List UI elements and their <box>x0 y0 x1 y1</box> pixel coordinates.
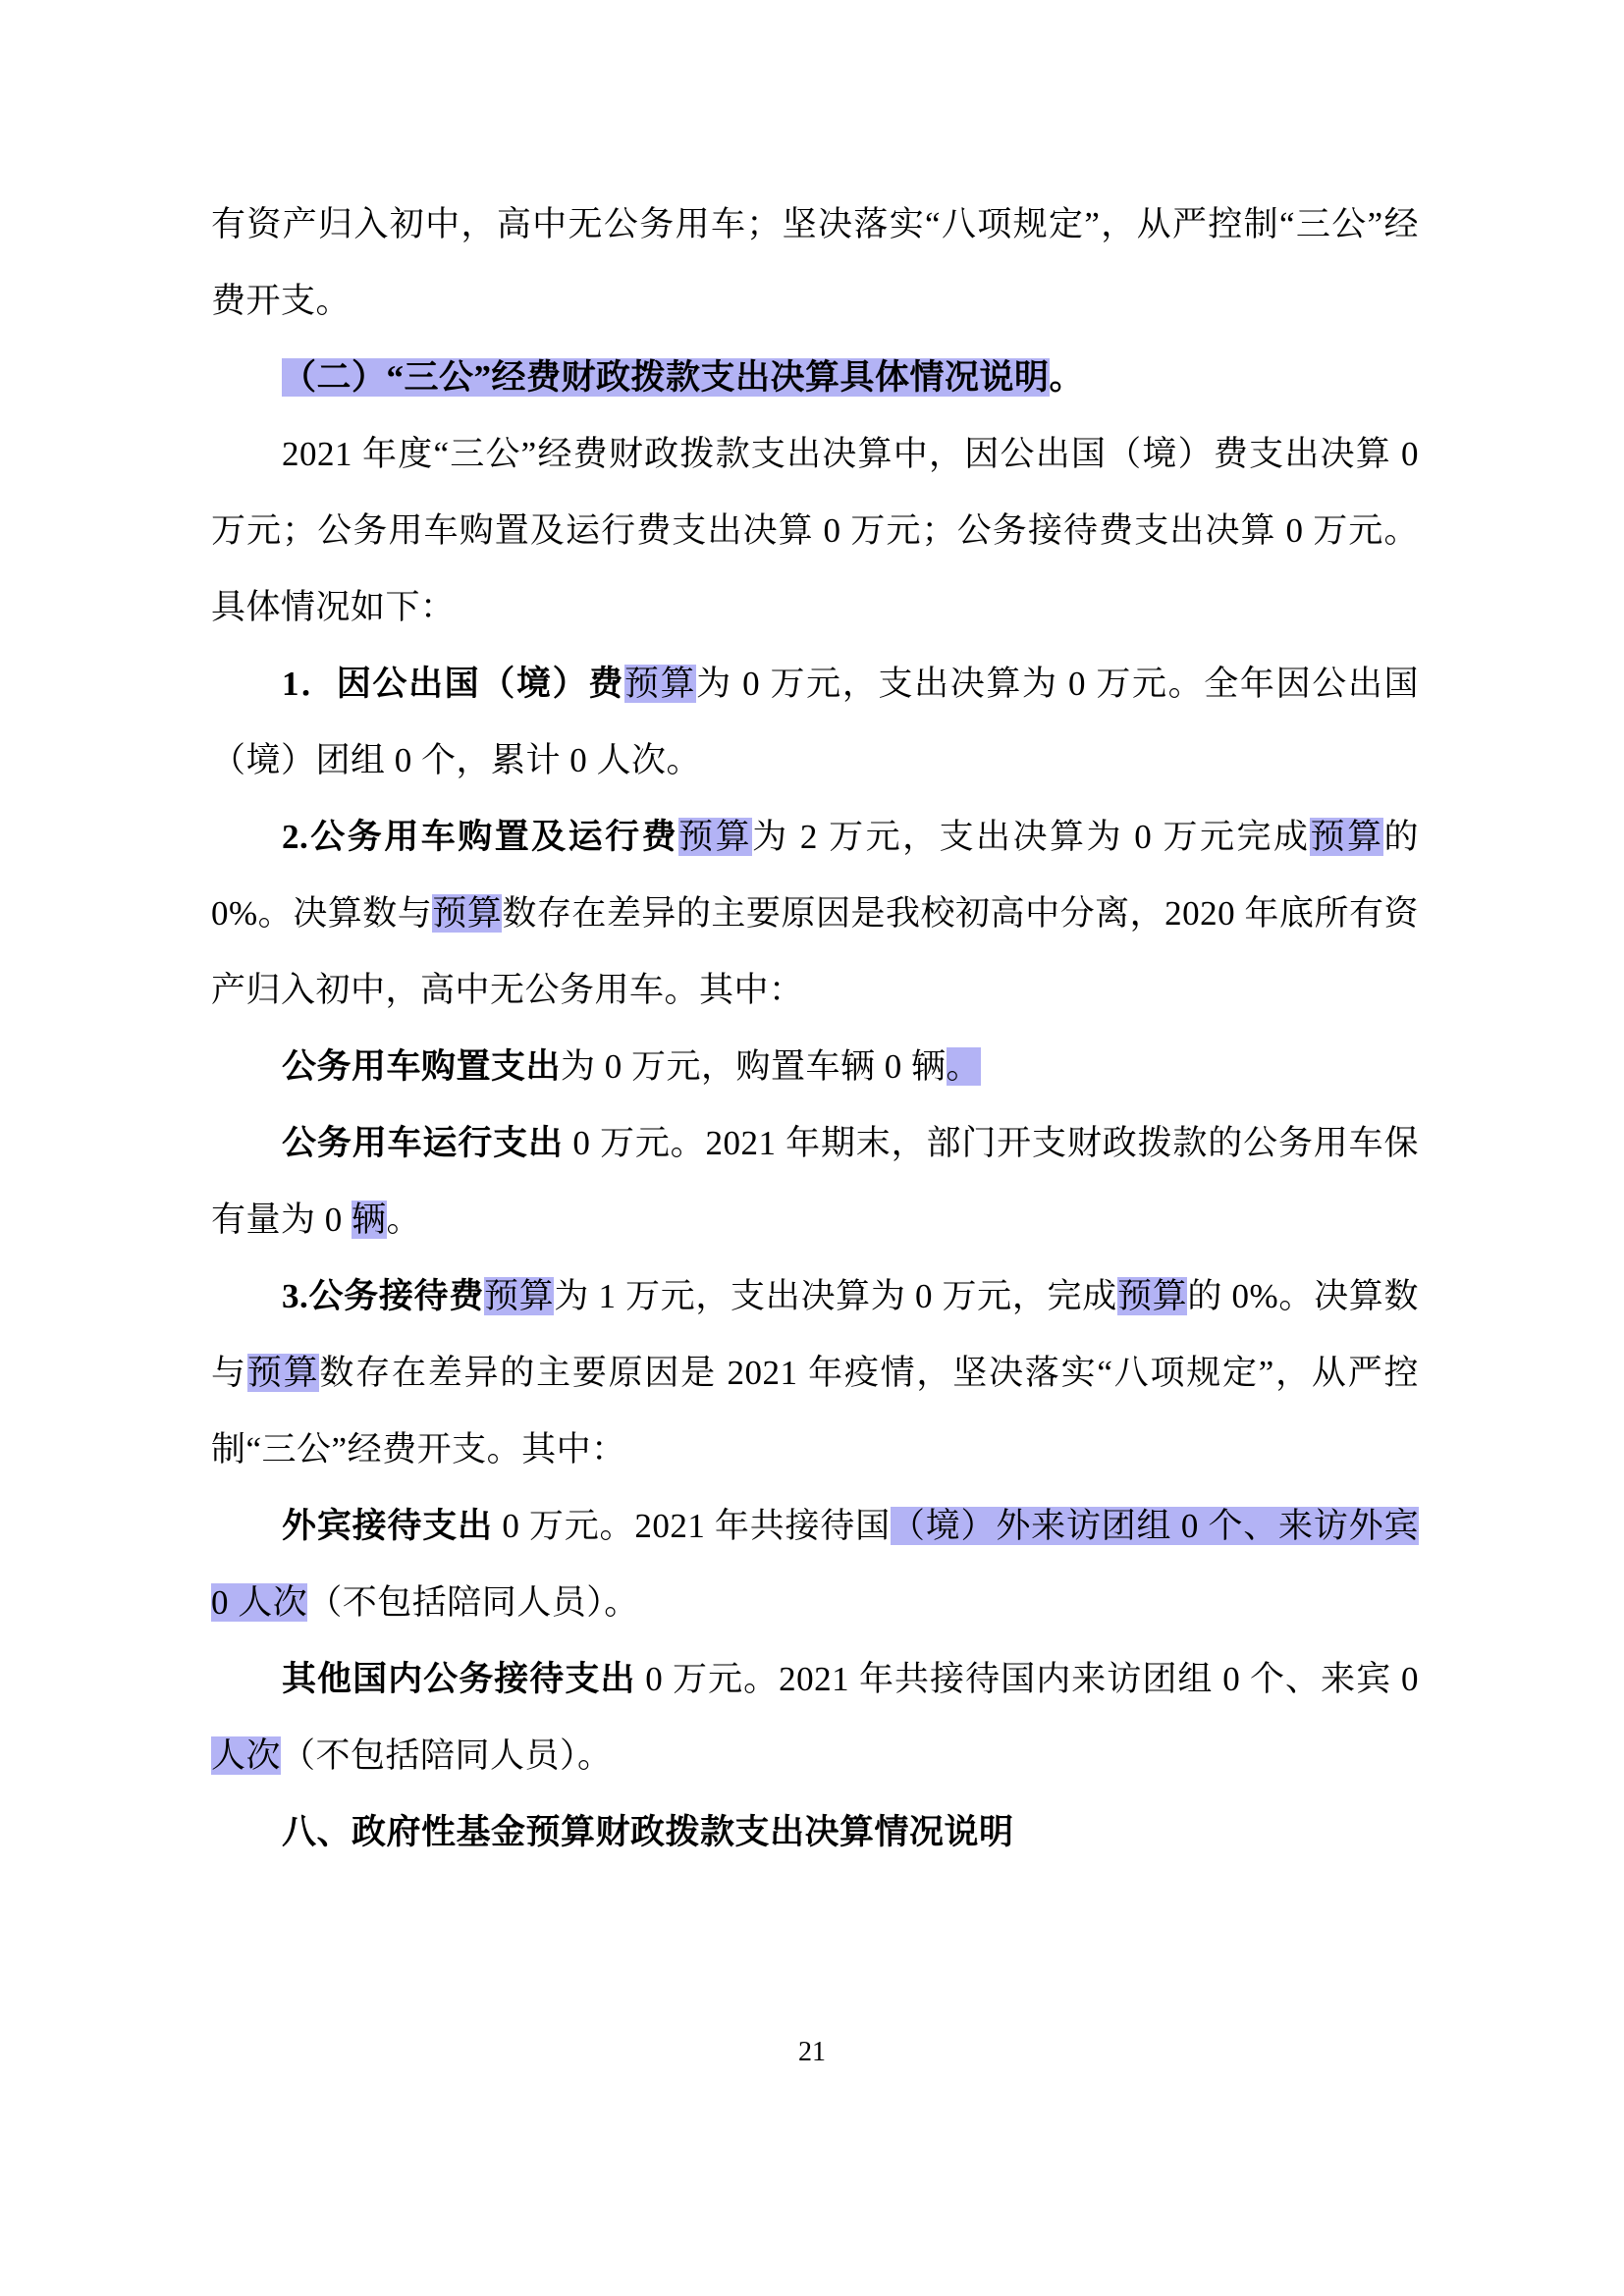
highlighted-text: 预算 <box>1310 818 1384 856</box>
paragraph <box>211 646 1419 799</box>
paragraph <box>211 799 1419 1029</box>
highlighted-text: 预算 <box>1116 1277 1188 1315</box>
text-run: 有资产归入初中，高中无公务用车；坚决落实“八项规定”，从严控制“三公”经费开支。 <box>211 205 1419 320</box>
text-run: 为 2 万元，支出决算为 0 万元完成 <box>752 818 1311 856</box>
text-run: 0 万元。2021 年共接待国 <box>492 1507 891 1545</box>
highlighted-text: 。 <box>946 1047 982 1086</box>
text-run: 公务用车购置支出 <box>282 1047 562 1086</box>
highlighted-text: 辆 <box>352 1201 387 1239</box>
text-run: （不包括陪同人员）。 <box>307 1583 639 1622</box>
highlighted-text: （二）“三公”经费财政拨款支出决算具体情况说明 <box>282 358 1050 397</box>
paragraph <box>211 1641 1419 1794</box>
text-run: 。 <box>1049 358 1085 397</box>
page-number: 21 <box>798 2037 826 2067</box>
paragraph <box>211 1258 1419 1488</box>
paragraph <box>211 416 1419 646</box>
highlighted-text: （境）外来访团组 0 个、来访外宾 0 人次 <box>211 1507 1419 1622</box>
text-run: 的 0%。决算数与 <box>211 1277 1419 1392</box>
text-run: 为 1 万元，支出决算为 0 万元，完成 <box>554 1277 1117 1315</box>
text-run: 外宾接待支出 <box>282 1507 493 1545</box>
text-run: 2.公务用车购置及运行费 <box>282 818 679 856</box>
document-body <box>211 187 1419 1871</box>
paragraph <box>211 1029 1419 1105</box>
highlighted-text: 预算 <box>623 665 697 703</box>
text-run: 数存在差异的主要原因是我校初高中分离，2020 年底所有资产归入初中，高中无公务用车。其中： <box>211 894 1419 1009</box>
text-run: 的 0%。决算数与 <box>211 818 1419 933</box>
text-run: 为 0 万元，支出决算为 0 万元。全年因公出国（境）团组 0 个，累计 0 人次。 <box>211 665 1419 779</box>
highlighted-text: 预算 <box>432 894 503 933</box>
highlighted-text: 预算 <box>483 1277 555 1315</box>
text-run: 。 <box>386 1201 422 1239</box>
paragraph <box>211 187 1419 340</box>
text-run: 其他国内公务接待支出 <box>282 1660 636 1698</box>
text-run: 为 0 万元，购置车辆 0 辆 <box>561 1047 947 1086</box>
paragraph <box>211 340 1419 416</box>
highlighted-text: 预算 <box>678 818 753 856</box>
text-run: 八、政府性基金预算财政拨款支出决算情况说明 <box>282 1813 1014 1851</box>
highlighted-text: 人次 <box>211 1736 282 1775</box>
paragraph <box>211 1488 1419 1641</box>
text-run: （不包括陪同人员）。 <box>281 1736 613 1775</box>
text-run: 0 万元。2021 年共接待国内来访团组 0 个、来宾 0 <box>635 1660 1419 1698</box>
text-run: 数存在差异的主要原因是 2021 年疫情，坚决落实“八项规定”，从严控制“三公”经费开支。其中： <box>211 1354 1419 1468</box>
text-run: 1．因公出国（境）费 <box>282 665 624 703</box>
text-run: 2021 年度“三公”经费财政拨款支出决算中，因公出国（境）费支出决算 0 万元；公务用车购置及运行费支出决算 0 万元；公务接待费支出决算 0 万元。具体情况如下： <box>211 435 1419 626</box>
paragraph <box>211 1794 1419 1871</box>
paragraph <box>211 1105 1419 1258</box>
highlighted-text: 预算 <box>246 1354 320 1392</box>
text-run: 3.公务接待费 <box>282 1277 484 1315</box>
text-run: 0 万元。2021 年期末，部门开支财政拨款的公务用车保有量为 0 <box>211 1124 1419 1239</box>
text-run: 公务用车运行支出 <box>282 1124 564 1162</box>
